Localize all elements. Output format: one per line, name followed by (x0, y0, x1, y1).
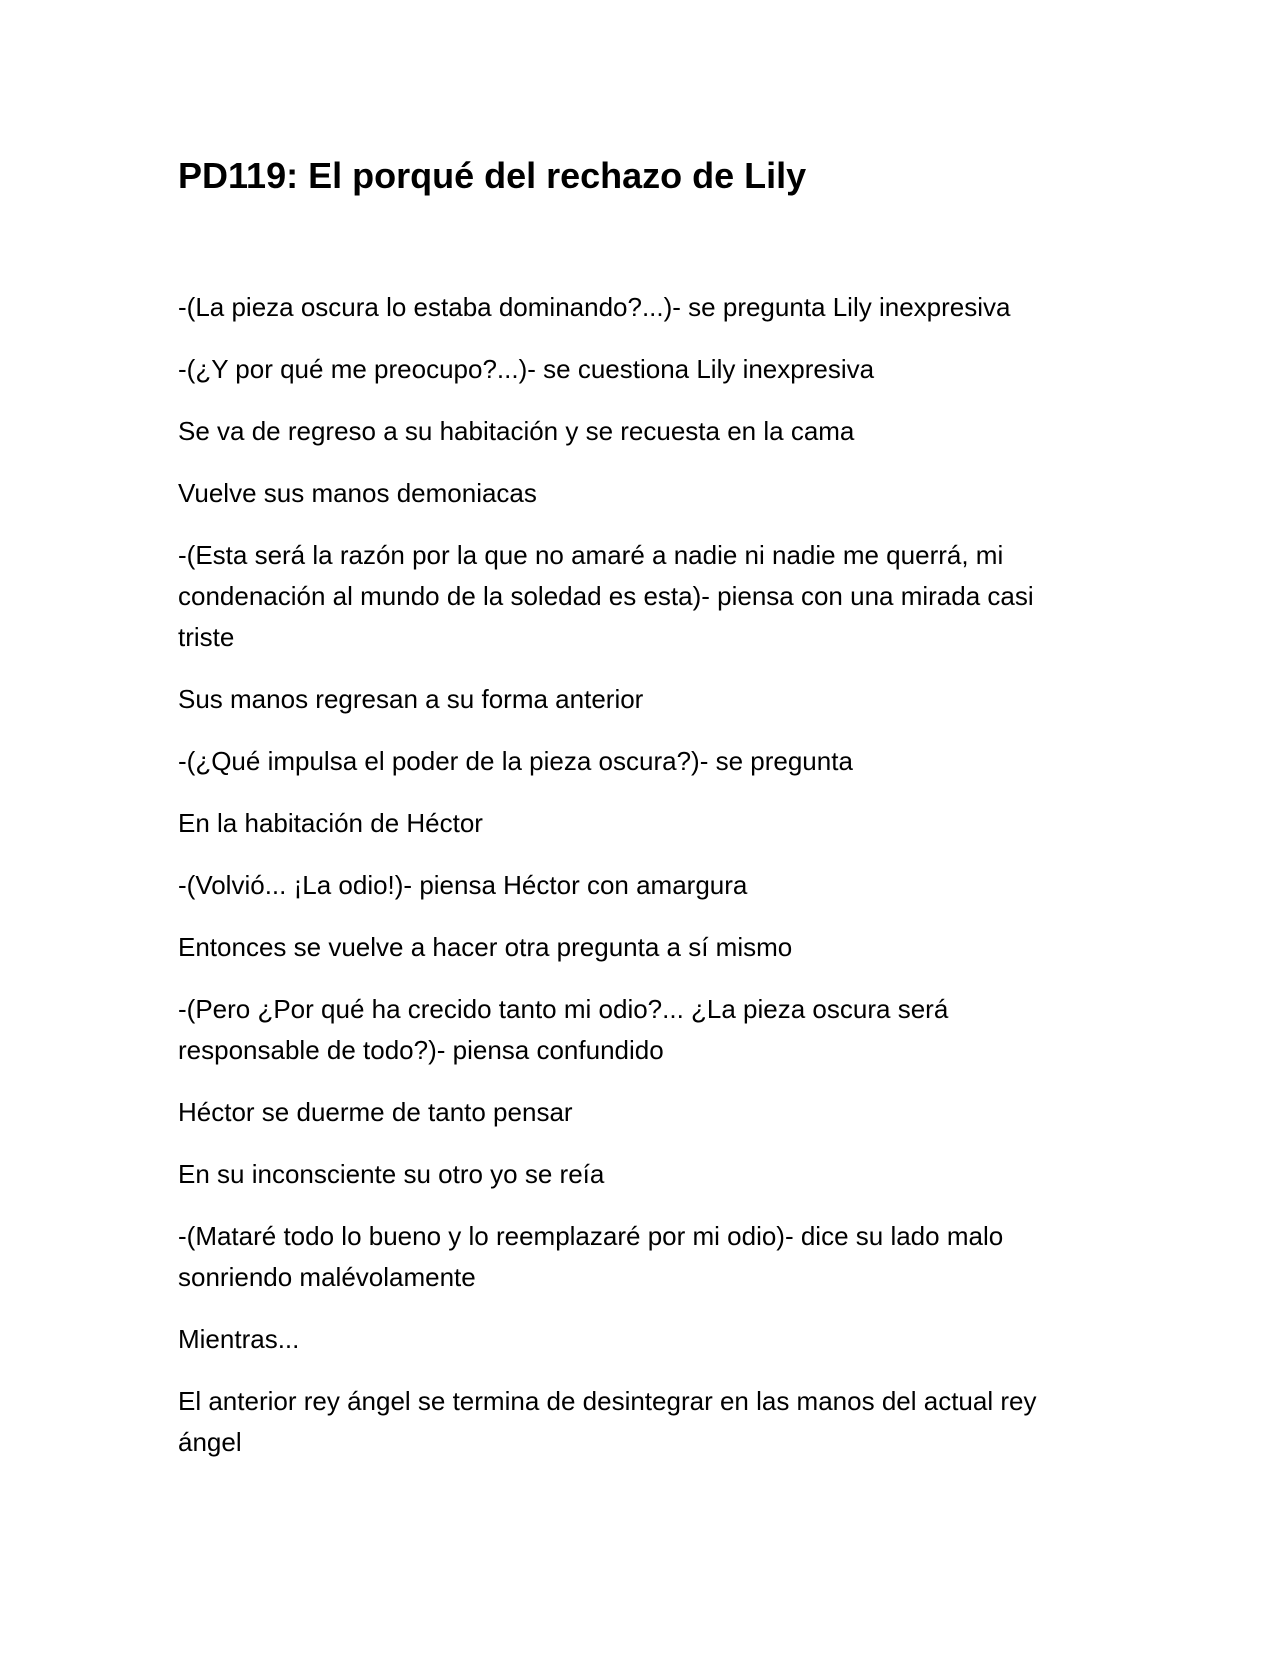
paragraph: -(Volvió... ¡La odio!)- piensa Héctor con amargura (178, 870, 748, 900)
paragraph: Entonces se vuelve a hacer otra pregunta a sí mismo (178, 932, 793, 962)
paragraph: -(Pero ¿Por qué ha crecido tanto mi odio?... ¿La pieza oscura será responsable de todo?)- piensa confundido (178, 994, 949, 1065)
paragraph: Vuelve sus manos demoniacas (178, 478, 537, 508)
paragraph: -(¿Qué impulsa el poder de la pieza oscura?)- se pregunta (178, 746, 853, 776)
paragraph: En su inconsciente su otro yo se reía (178, 1159, 605, 1189)
paragraph: Héctor se duerme de tanto pensar (178, 1097, 573, 1127)
page-title: PD119: El porqué del rechazo de Lily (178, 155, 807, 196)
paragraph: Sus manos regresan a su forma anterior (178, 684, 644, 714)
paragraph: -(¿Y por qué me preocupo?...)- se cuestiona Lily inexpresiva (178, 354, 875, 384)
paragraph: El anterior rey ángel se termina de desintegrar en las manos del actual rey ángel (178, 1386, 1037, 1457)
paragraph: -(Mataré todo lo bueno y lo reemplazaré por mi odio)- dice su lado malo sonriendo malévolamente (178, 1221, 1004, 1292)
document-body (178, 287, 1078, 1484)
paragraph: Se va de regreso a su habitación y se recuesta en la cama (178, 416, 855, 446)
paragraph: -(La pieza oscura lo estaba dominando?...)- se pregunta Lily inexpresiva (178, 292, 1011, 322)
paragraph: En la habitación de Héctor (178, 808, 483, 838)
paragraph: Mientras... (178, 1324, 300, 1354)
paragraph: -(Esta será la razón por la que no amaré a nadie ni nadie me querrá, mi condenación al mundo de la soledad es esta)- piensa con una mirada casi triste (178, 540, 1034, 652)
